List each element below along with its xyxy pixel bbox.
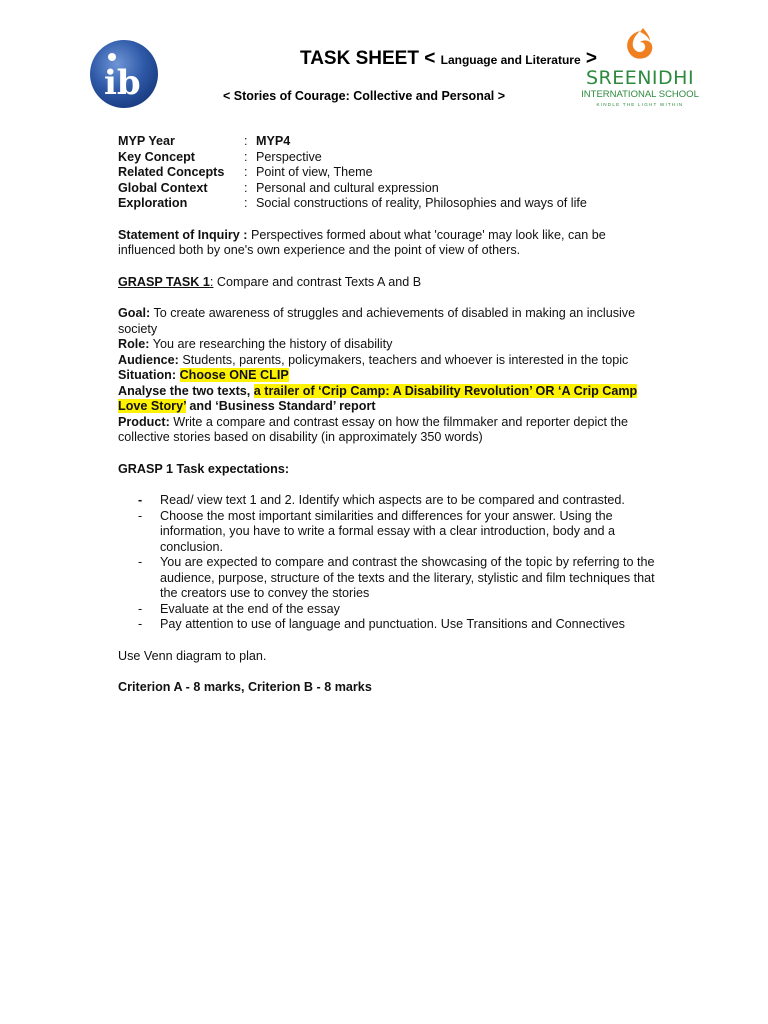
- school-name: SREENIDHI: [585, 67, 695, 89]
- sreenidhi-logo: [580, 28, 700, 118]
- expectations-list: [118, 493, 658, 633]
- school-subtitle: INTERNATIONAL SCHOOL: [581, 89, 699, 100]
- meta-row-exploration: Exploration : Social constructions of reality, Philosophies and ways of life: [118, 196, 587, 210]
- grasp-analyse: Analyse the two texts, a trailer of ‘Crip Camp: A Disability Revolution’ OR ‘A Crip Camp Love Story’ and ‘Business Standard’ report: [118, 383, 638, 413]
- meta-row-key-concept: Key Concept : Perspective: [118, 149, 322, 164]
- task-body: [118, 134, 658, 696]
- meta-block: [118, 134, 658, 212]
- criteria-note: Criterion A - 8 marks, Criterion B - 8 marks: [118, 680, 372, 694]
- list-item: - Read/ view text 1 and 2. Identify which aspects are to be compared and contrasted.: [138, 493, 625, 507]
- statement-of-inquiry: Statement of Inquiry : Perspectives formed about what 'courage' may look like, can be influenced both by one's own experience and the point of view of others.: [118, 227, 606, 257]
- school-tagline: KINDLE THE LIGHT WITHIN: [596, 102, 684, 107]
- grasp-goal: Goal: To create awareness of struggles and achievements of disabled in making an inclusive society: [118, 306, 636, 336]
- ib-logo-text: ib: [104, 63, 141, 103]
- title-close: >: [585, 48, 598, 69]
- page-title: [300, 48, 597, 70]
- grasp-audience: Audience: Students, parents, policymakers, teachers and whoever is interested in the topic: [118, 352, 629, 367]
- meta-row-myp-year: MYP Year : MYP4: [118, 134, 291, 148]
- meta-row-global-context: Global Context : Personal and cultural expression: [118, 180, 439, 195]
- grasp-situation: Situation: Choose ONE CLIP: [118, 368, 289, 382]
- list-item: - Pay attention to use of language and punctuation. Use Transitions and Connectives: [138, 617, 625, 631]
- ib-logo: [78, 26, 178, 118]
- expectations-heading: GRASP 1 Task expectations:: [118, 461, 290, 476]
- list-item: - Choose the most important similarities and differences for your answer. Using the information, you have to write a formal essay with a clear introduction, body and a conclusion.: [138, 508, 616, 554]
- venn-note: Use Venn diagram to plan.: [118, 648, 267, 663]
- flame-icon: [580, 28, 700, 70]
- title-main: TASK SHEET: [300, 48, 419, 69]
- list-item: - You are expected to compare and contrast the showcasing of the topic by referring to the audience, purpose, structure of the texts and the literary, stylistic and film techniques that the creators use to convey the stories: [138, 555, 655, 600]
- page-subtitle: < Stories of Courage: Collective and Personal >: [223, 89, 506, 103]
- grasp-role: Role: You are researching the history of disability: [118, 337, 393, 351]
- title-subject: Language and Literature: [440, 53, 581, 67]
- list-item: - Evaluate at the end of the essay: [138, 601, 340, 616]
- meta-row-related-concepts: Related Concepts : Point of view, Theme: [118, 165, 373, 179]
- title-open: <: [424, 48, 436, 69]
- grasp-task-heading: GRASP TASK 1: Compare and contrast Texts A and B: [118, 274, 422, 289]
- grasp-product: Product: Write a compare and contrast essay on how the filmmaker and reporter depict the collective stories based on disability (in approximately 350 words): [118, 414, 629, 444]
